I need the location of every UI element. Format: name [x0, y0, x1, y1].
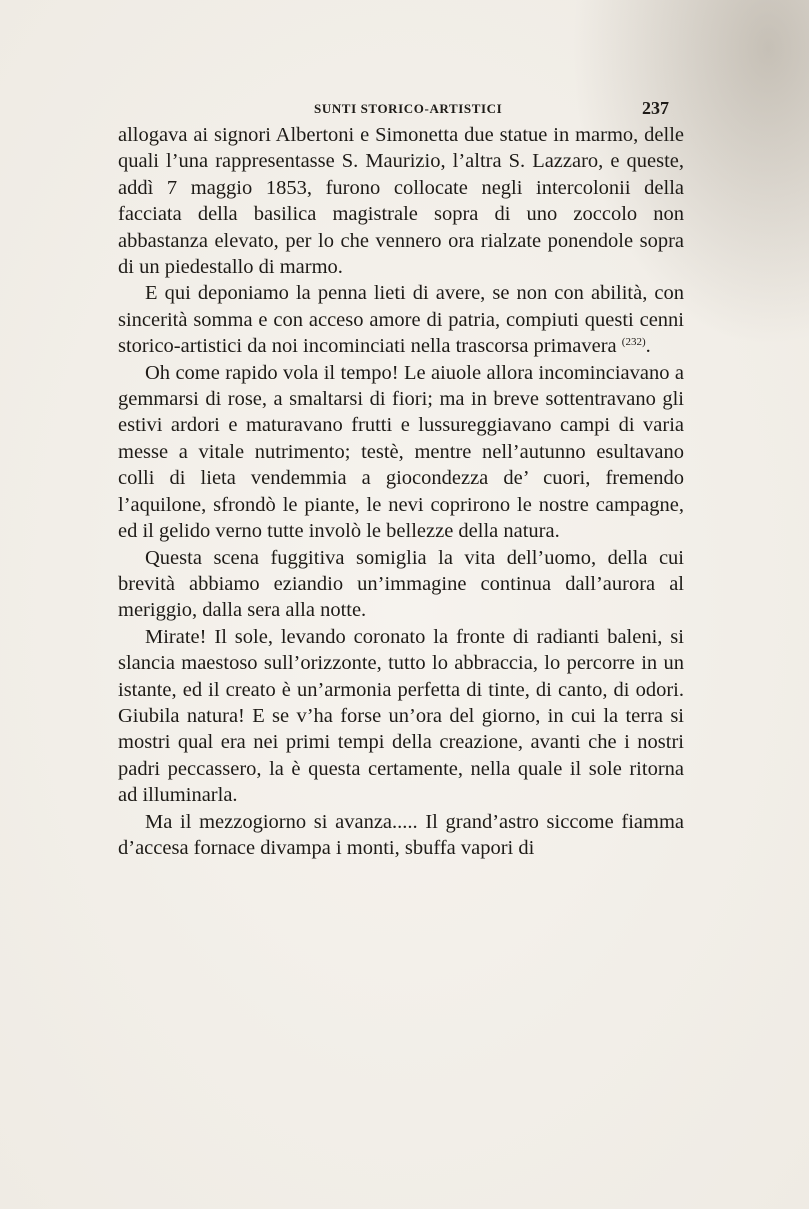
page-number: 237 — [642, 98, 669, 118]
paragraph-2-end: . — [645, 335, 651, 358]
paragraph-3: Oh come rapido vola il tempo! Le aiuole allora incominciavano a gemmarsi di rose, a smaltarsi di fiori; ma in breve sottentravano gli estivi ardori e maturavano frutti e lussureggiavano campi di varia messe a vitale nutrimento; testè, mentre nell’autunno esultavano colli di lieta vendemmia a giocondezza de’ cuori, fremendo l’aquilone, sfrondò le piante, le nevi coprirono le nostre campagne, ed il gelido verno tutte involò le bellezze della natura. — [118, 361, 684, 543]
body-text — [118, 122, 684, 861]
footnote-reference: (232) — [621, 336, 646, 349]
paragraph-1: allogava ai signori Albertoni e Simonetta due statue in marmo, delle quali l’una rappresentasse S. Maurizio, l’altra S. Lazzaro, e queste, addì 7 maggio 1853, furono collocate negli intercolonii della facciata della basilica magistrale sopra di uno zoccolo non abbastanza elevato, per lo che vennero ora rialzate ponendole sopra di un piedestallo di marmo. — [118, 124, 684, 279]
paragraph-2 — [118, 280, 684, 359]
page-header — [0, 98, 809, 121]
paragraph-4: Questa scena fuggitiva somiglia la vita dell’uomo, della cui brevità abbiamo eziandio un’immagine continua dall’aurora al meriggio, dalla sera alla notte. — [118, 546, 684, 622]
paragraph-5: Mirate! Il sole, levando coronato la fronte di radianti baleni, si slancia maestoso sull’orizzonte, tutto lo abbraccia, lo percorre in un istante, ed il creato è un’armonia perfetta di tinte, di canto, di odori. Giubila natura! E se v’ha forse un’ora del giorno, in cui la terra si mostri qual era nei primi tempi della creazione, avanti che i nostri padri peccassero, la è questa certamente, nella quale il sole ritorna ad illuminarla. — [118, 625, 684, 807]
paragraph-6: Ma il mezzogiorno si avanza..... Il grand’astro siccome fiamma d’accesa fornace divampa i monti, sbuffa vapori di — [118, 810, 684, 859]
running-head: SUNTI STORICO-ARTISTICI — [314, 101, 503, 116]
paragraph-2-text: E qui deponiamo la penna lieti di avere, se non con abilità, con sincerità somma e con acceso amore di patria, compiuti questi cenni storico-artistici da noi incominciati nella trascorsa primavera — [118, 282, 684, 358]
